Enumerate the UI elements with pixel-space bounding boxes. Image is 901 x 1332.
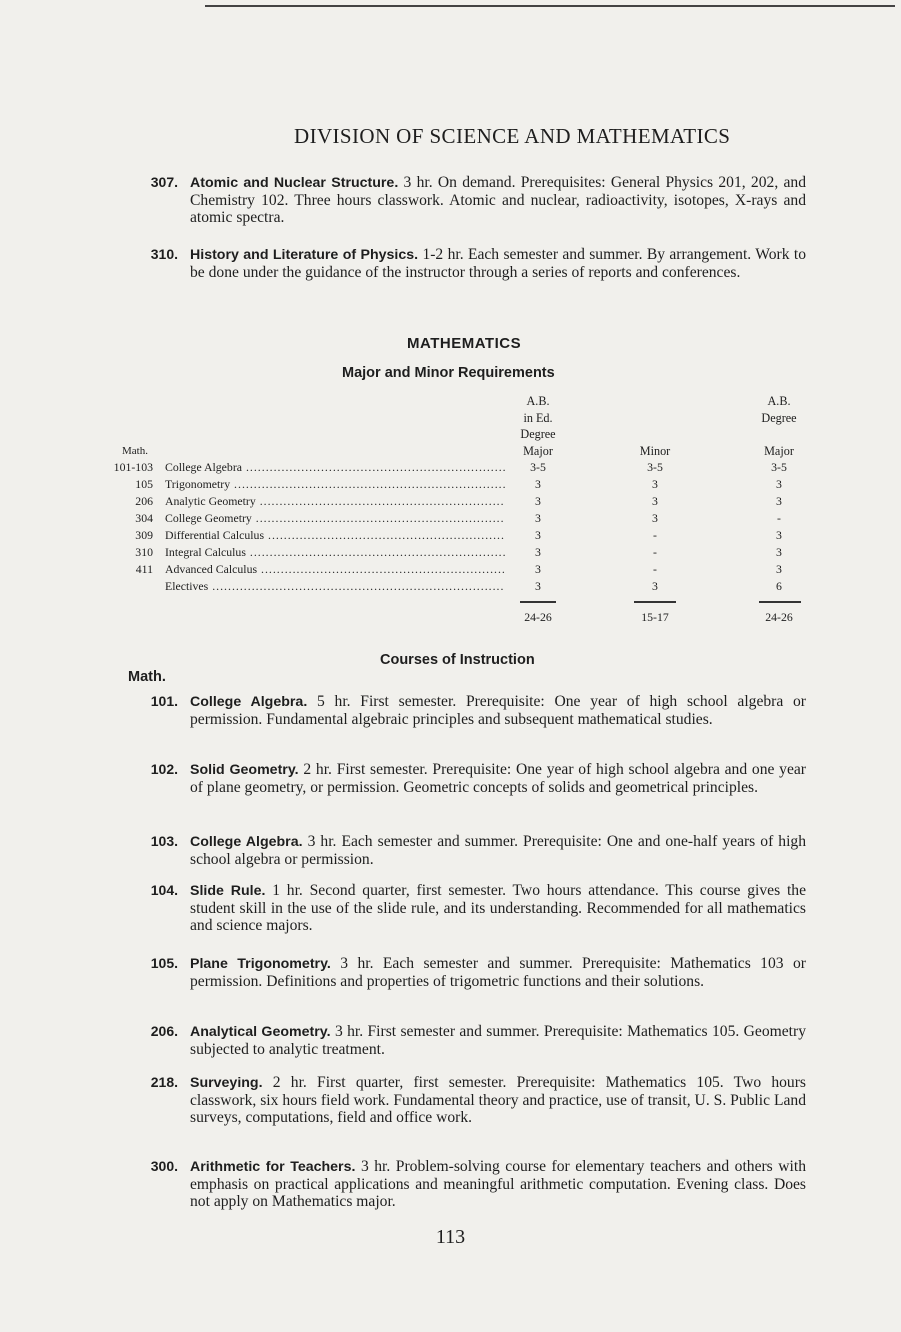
course-title: Arithmetic for Teachers. [190,1159,356,1175]
course-description: 3 hr. Each semester and summer. Prerequisite: Mathematics 103 or permission. Definitions and properties of trigometric functions and their solutions. [190,955,806,991]
course-number: 307. [150,174,178,190]
course-description: 3 hr. Each semester and summer. Prerequisite: One and one-half years of high school algebra or permission. [190,833,807,869]
col-header-code: Math. [122,445,148,457]
course-title: History and Literature of Physics. [190,247,419,263]
col-header-minor: Minor [639,444,671,458]
course-entry [120,1158,806,1211]
requirements-table [108,392,808,632]
page-header: DIVISION OF SCIENCE AND MATHEMATICS [294,124,731,148]
total-ab-ed-major: 24-26 [524,610,552,624]
course-entry [120,246,806,281]
course-entry [120,1074,806,1127]
page-number: 113 [435,1226,466,1248]
course-title: Plane Trigonometry. [190,956,331,972]
col-header-ab: A.B. Degree Major [761,394,797,458]
course-title: Solid Geometry. [190,762,299,778]
course-description: 2 hr. First semester. Prerequisite: One year of high school algebra and one year of plane geometry, or permission. Geometric concepts of solids and geometrical principles. [190,761,806,797]
courses-heading: Courses of Instruction [380,652,535,668]
course-description: 3 hr. First semester and summer. Prerequisite: Mathematics 105. Geometry subjected to analytic treatment. [190,1023,806,1059]
course-entry [120,882,806,935]
table-row: 304 College Geometry ..... 3 3 - [108,511,901,528]
course-description: 5 hr. First semester. Prerequisite: One year of high school algebra or permission. Fundamental algebraic principles and subsequent mathematical studies. [190,693,806,729]
table-row: 309 Differential Calculus ..... 3 - 3 [108,528,901,545]
course-number: 310. [150,246,178,262]
course-title: Surveying. [190,1075,263,1091]
course-title: Atomic and Nuclear Structure. [190,175,399,191]
table-row: 310 Integral Calculus ..... 3 - 3 [108,545,901,562]
course-title: College Algebra. [190,694,308,710]
total-rule [759,601,801,603]
course-number: 218. [150,1074,178,1090]
course-description: 3 hr. On demand. Prerequisites: General Physics 201, 202, and Chemistry 102. Three hours classwork. Atomic and nuclear, radioactivity, isotopes, X-rays and atomic spectra. [190,174,806,227]
course-entry [120,833,806,868]
top-rule [205,5,895,7]
table-row: 206 Analytic Geometry ..... 3 3 3 [108,494,901,511]
course-entry [120,1023,806,1058]
course-description: 1-2 hr. Each semester and summer. By arrangement. Work to be done under the guidance of the instructor through a series of reports and conferences. [190,246,806,282]
course-description: 1 hr. Second quarter, first semester. Two hours attendance. This course gives the student skill in the use of the slide rule, and its understanding. Recommended for all mathematics and science majors. [190,882,807,935]
total-rule [634,601,676,603]
course-title: Analytical Geometry. [190,1024,331,1040]
table-row: 101-103 College Algebra ..... 3-5 3-5 3-5 [108,460,901,477]
course-number: 101. [150,693,178,709]
course-entry [120,955,806,990]
course-entry [120,761,806,796]
course-number: 103. [150,833,178,849]
course-description: 2 hr. First quarter, first semester. Prerequisite: Mathematics 105. Two hours classwork, six hours field work. Fundamental theory and practice, use of transit, U. S. Public Land surveys, computations, field and office work. [190,1074,806,1127]
course-number: 105. [150,955,178,971]
table-row: Electives ..... 3 3 6 [108,579,901,596]
section-title: MATHEMATICS [407,335,522,352]
table-row: 411 Advanced Calculus ..... 3 - 3 [108,562,901,579]
table-row: 105 Trigonometry ..... 3 3 3 [108,477,901,494]
course-title: Slide Rule. [190,883,266,899]
total-rule [520,601,556,603]
course-entry [120,693,806,728]
course-description: 3 hr. Problem-solving course for elementary teachers and others with emphasis on practical applications and meaningful arithmetic computation. Evening class. Does not apply on Mathematics major. [190,1158,806,1211]
course-title: College Algebra. [190,834,303,850]
total-minor: 15-17 [641,610,669,624]
course-entry [120,174,806,227]
course-number: 104. [150,882,178,898]
total-ab-major: 24-26 [765,610,793,624]
course-number: 102. [150,761,178,777]
math-label: Math. [128,669,166,685]
course-number: 300. [150,1158,178,1174]
section-subtitle: Major and Minor Requirements [342,365,555,381]
col-header-ab-ed: A.B. in Ed. Degree Major [520,394,556,458]
course-number: 206. [150,1023,178,1039]
